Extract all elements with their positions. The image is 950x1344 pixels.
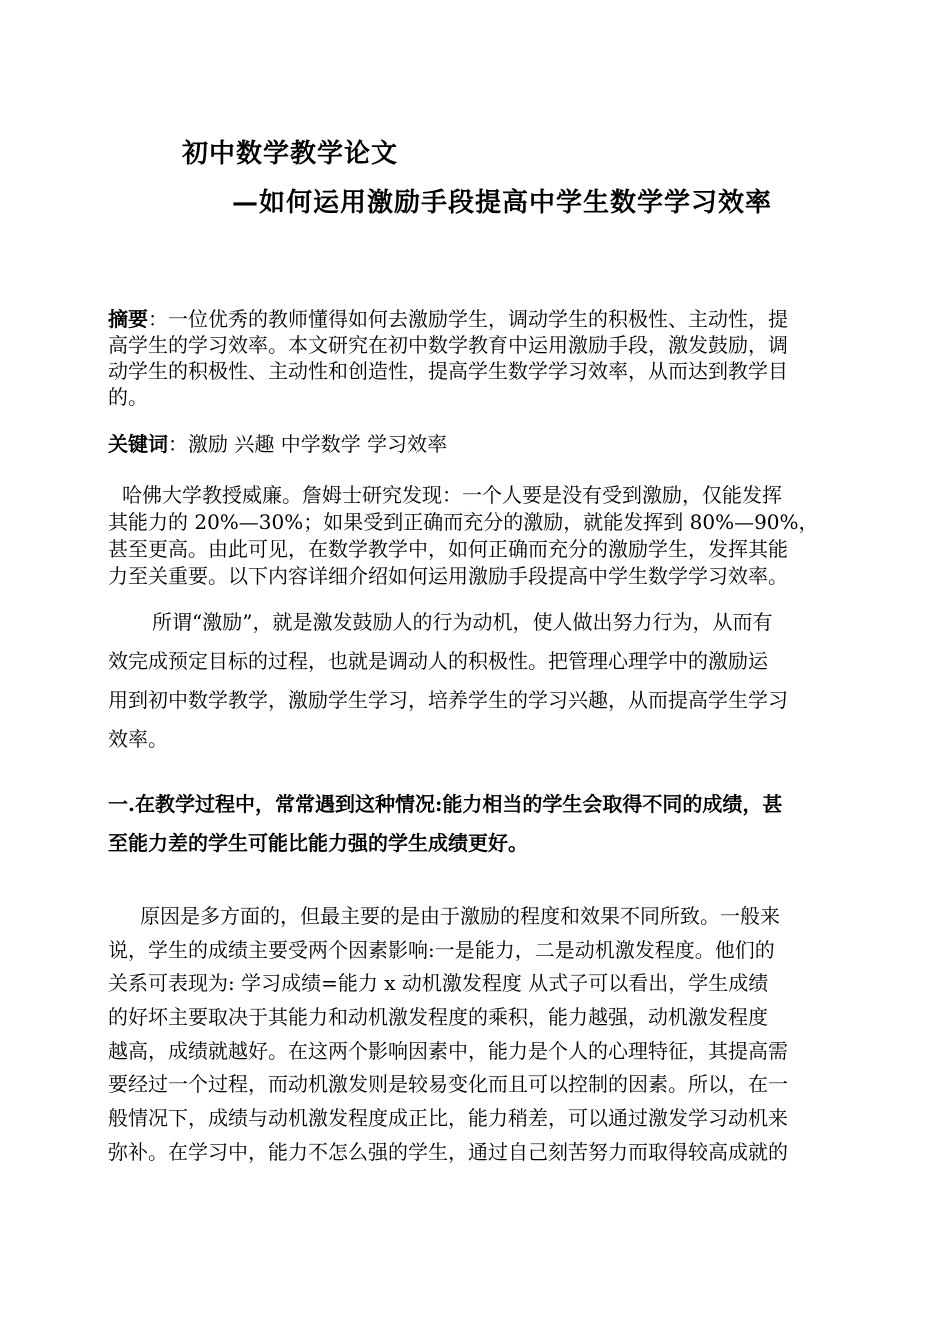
harvard-line-1: 哈佛大学教授威廉。詹姆士研究发现：一个人要是没有受到激励，仅能发挥 — [122, 483, 782, 507]
reason-line-4: 的好坏主要取决于其能力和动机激发程度的乘积，能力越强，动机激发程度 — [108, 1005, 768, 1030]
abstract-line-3: 动学生的积极性、主动性和创造性，提高学生数学学习效率，从而达到教学目 — [108, 359, 788, 383]
keywords-text: ：激励 兴趣 中学数学 学习效率 — [168, 432, 448, 456]
reason-line-7: 般情况下，成绩与动机激发程度成正比，能力稍差，可以通过激发学习动机来 — [108, 1106, 788, 1131]
harvard-line-3: 甚至更高。由此可见，在数学教学中，如何正确而充分的激励学生，发挥其能 — [108, 537, 788, 561]
paper-subtitle: —如何运用激励手段提高中学生数学学习效率 — [232, 188, 773, 218]
abstract-text-1: ：一位优秀的教师懂得如何去激励学生，调动学生的积极性、主动性，提 — [148, 307, 788, 331]
reason-paragraph — [108, 900, 843, 1170]
paper-title: 初中数学教学论文 — [182, 139, 399, 169]
abstract-line-2: 高学生的学习效率。本文研究在初中数学教育中运用激励手段，激发鼓励，调 — [108, 333, 788, 357]
reason-line-8: 弥补。在学习中，能力不怎么强的学生，通过自己刻苦努力而取得较高成就的 — [108, 1139, 788, 1164]
harvard-line-4: 力至关重要。以下内容详细介绍如何运用激励手段提高中学生数学学习效率。 — [108, 564, 788, 588]
section-one-heading — [108, 785, 843, 863]
harvard-line-2: 其能力的 20%—30%；如果受到正确而充分的激励，就能发挥到 80%—90%， — [108, 510, 819, 534]
incentive-line-1: 所谓“激励”，就是激发鼓励人的行为动机，使人做出努力行为，从而有 — [152, 610, 773, 634]
abstract-line-4: 的。 — [108, 385, 148, 409]
incentive-paragraph — [108, 603, 843, 759]
reason-line-2: 说，学生的成绩主要受两个因素影响:一是能力，二是动机激发程度。他们的 — [108, 937, 775, 962]
abstract-paragraph — [108, 306, 843, 410]
reason-line-5: 越高，成绩就越好。在这两个影响因素中，能力是个人的心理特征，其提高需 — [108, 1038, 788, 1063]
abstract-label: 摘要 — [108, 307, 148, 331]
keywords-line — [108, 431, 843, 457]
incentive-line-3: 用到初中数学教学，激励学生学习，培养学生的学习兴趣，从而提高学生学习 — [108, 688, 788, 712]
reason-line-1: 原因是多方面的，但最主要的是由于激励的程度和效果不同所致。一般来 — [140, 904, 780, 928]
section-one-line-2: 至能力差的学生可能比能力强的学生成绩更好。 — [108, 831, 528, 855]
section-one-line-1: 一.在教学过程中，常常遇到这种情况:能力相当的学生会取得不同的成绩，甚 — [108, 792, 783, 816]
abstract-line-1 — [108, 306, 843, 332]
incentive-line-2: 效完成预定目标的过程，也就是调动人的积极性。把管理心理学中的激励运 — [108, 649, 768, 673]
reason-line-6: 要经过一个过程，而动机激发则是较易变化而且可以控制的因素。所以，在一 — [108, 1072, 788, 1097]
reason-line-3: 关系可表现为: 学习成绩=能力 x 动机激发程度 从式子可以看出，学生成绩 — [108, 971, 769, 996]
keywords-label: 关键词 — [108, 432, 168, 456]
harvard-paragraph — [108, 482, 843, 590]
incentive-line-4: 效率。 — [108, 727, 168, 751]
